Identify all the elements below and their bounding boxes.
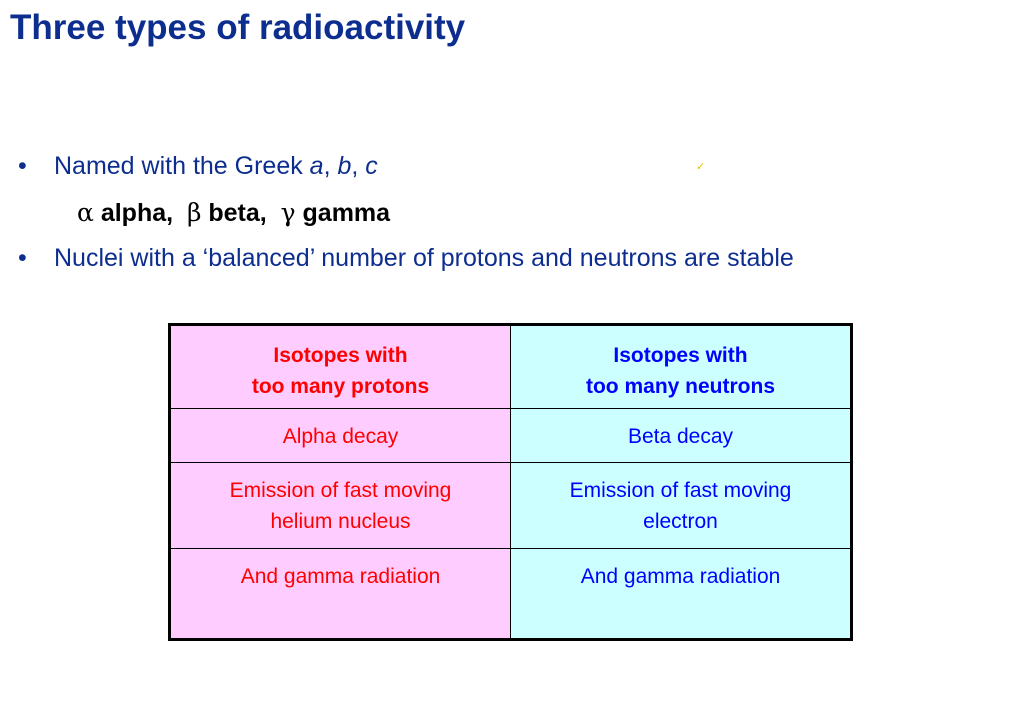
bullet-dot: • xyxy=(18,152,27,180)
cell-text: electron xyxy=(643,510,718,533)
cell-alpha-decay: Alpha decay xyxy=(170,409,511,463)
alpha-symbol: α xyxy=(77,198,94,227)
letter-b: b xyxy=(337,152,352,180)
cell-text: Emission of fast moving xyxy=(229,479,452,502)
letter-c: c xyxy=(365,152,378,180)
header-text: Isotopes with xyxy=(273,344,408,367)
gamma-label: gamma xyxy=(295,199,391,227)
bullet-dot: • xyxy=(18,244,27,272)
gamma-symbol: γ xyxy=(280,198,296,227)
table-header-row xyxy=(170,325,852,409)
bullet-text: Nuclei with a ‘balanced’ number of protons and neutrons are stable xyxy=(54,244,794,272)
cell-beta-decay: Beta decay xyxy=(511,409,852,463)
greek-letters-line xyxy=(77,198,390,228)
check-icon: ✓ xyxy=(696,161,706,173)
table-row xyxy=(170,549,852,640)
header-text: Isotopes with xyxy=(613,344,748,367)
header-protons xyxy=(170,325,511,409)
cell-electron-emission xyxy=(511,463,852,549)
cell-gamma-left: And gamma radiation xyxy=(170,549,511,640)
decay-table xyxy=(168,323,853,641)
beta-symbol: β xyxy=(186,198,202,227)
header-text: too many neutrons xyxy=(585,375,775,398)
header-text: too many protons xyxy=(251,375,430,398)
cell-helium-emission xyxy=(170,463,511,549)
bullet-balanced-nuclei xyxy=(18,244,794,273)
table-row xyxy=(170,463,852,549)
cell-text: helium nucleus xyxy=(270,510,411,533)
bullet-text: Named with the Greek xyxy=(54,152,310,180)
alpha-label: alpha, xyxy=(93,199,187,227)
letter-a: a xyxy=(309,152,324,180)
cell-gamma-right: And gamma radiation xyxy=(511,549,852,640)
separator: , xyxy=(351,152,366,180)
table-row xyxy=(170,409,852,463)
header-neutrons xyxy=(511,325,852,409)
cell-text: Emission of fast moving xyxy=(569,479,792,502)
beta-label: beta, xyxy=(201,199,281,227)
bullet-greek-names xyxy=(18,152,378,181)
separator: , xyxy=(323,152,338,180)
slide-title: Three types of radioactivity xyxy=(10,8,466,47)
